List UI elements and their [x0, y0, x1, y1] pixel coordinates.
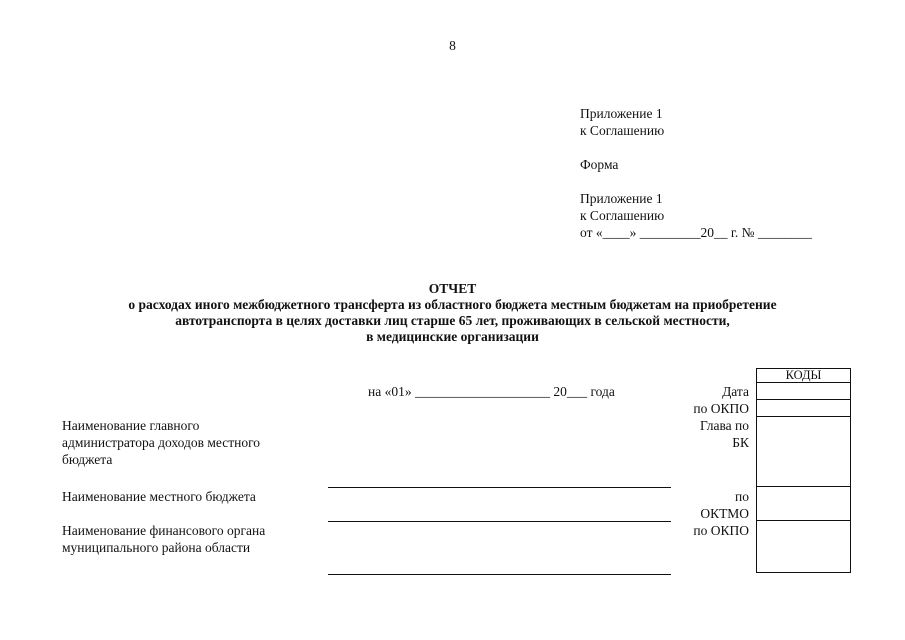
page-number: 8	[449, 38, 456, 53]
appendix-line: к Соглашению	[580, 123, 665, 138]
finorg-label-line: Наименование финансового органа	[62, 523, 266, 538]
title-line: автотранспорта в целях доставки лиц старше 65 лет, проживающих в сельской местности,	[175, 313, 730, 328]
label-okpo-2: по ОКПО	[693, 523, 749, 538]
form-label: Форма	[580, 157, 619, 172]
title-heading: ОТЧЕТ	[428, 281, 477, 296]
report-date-line: на «01» ____________________ 20___ года	[368, 384, 615, 399]
admin-label-line: бюджета	[62, 452, 113, 467]
code-cell-date	[757, 383, 851, 400]
label-date: Дата	[722, 384, 749, 399]
label-glava: Глава по	[699, 418, 749, 433]
code-cell-glava-bk	[757, 417, 851, 487]
codes-header: КОДЫ	[757, 369, 851, 383]
budget-fill-line	[328, 521, 671, 522]
appendix-line: Приложение 1	[580, 106, 663, 121]
finorg-fill-line	[328, 574, 671, 575]
admin-label-line: Наименование главного	[62, 418, 200, 433]
code-cell-okpo-2	[757, 521, 851, 573]
admin-fill-line	[328, 487, 671, 488]
admin-label-line: администратора доходов местного	[62, 435, 261, 450]
code-cell-okpo	[757, 400, 851, 417]
budget-label: Наименование местного бюджета	[62, 489, 256, 504]
admin-label	[62, 417, 302, 468]
label-bk: БК	[732, 435, 749, 450]
label-po: по	[735, 489, 749, 504]
appendix-line: Приложение 1	[580, 191, 663, 206]
title-line: о расходах иного межбюджетного трансферта из областного бюджета местным бюджетам на приобретение	[128, 297, 777, 312]
finorg-label	[62, 522, 302, 556]
report-title	[40, 281, 865, 345]
agreement-date-line: от «____» _________20__ г. № ________	[580, 225, 812, 240]
appendix-line: к Соглашению	[580, 208, 665, 223]
codes-table	[756, 368, 851, 573]
code-cell-oktmo	[757, 487, 851, 521]
label-okpo: по ОКПО	[693, 401, 749, 416]
finorg-label-line: муниципального района области	[62, 540, 251, 555]
label-oktmo: ОКТМО	[700, 506, 749, 521]
appendix-block	[580, 105, 812, 241]
title-line: в медицинские организации	[366, 329, 539, 344]
